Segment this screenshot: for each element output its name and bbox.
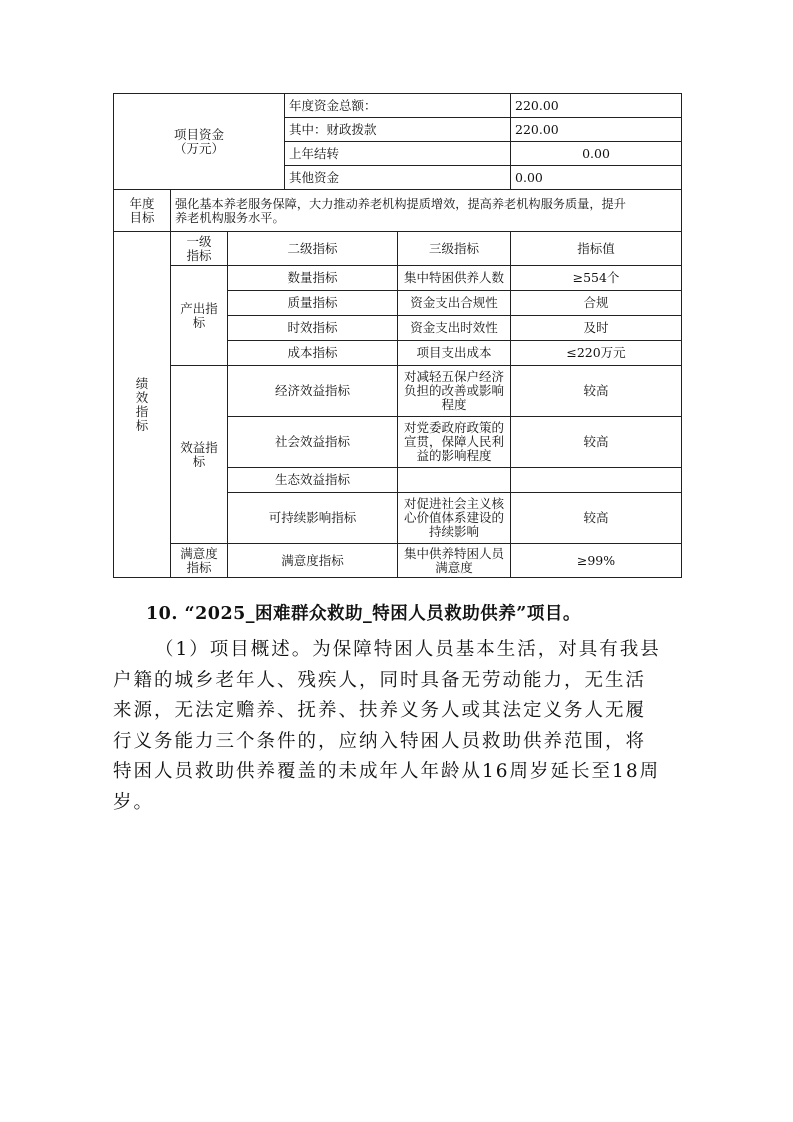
output-level2: 质量指标 — [228, 291, 398, 316]
benefit-level3: 对促进社会主义核 心价值体系建设的 持续影响 — [398, 493, 511, 544]
funds-row-name: 其中：财政拨款 — [285, 118, 511, 142]
section-heading: 10. “2025_困难群众救助_特困人员救助供养”项目。 — [146, 604, 581, 624]
output-level3: 资金支出合规性 — [398, 291, 511, 316]
output-level3: 项目支出成本 — [398, 341, 511, 366]
paragraph-line: 来源，无法定赡养、抚养、扶养义务人或其法定义务人无履 — [113, 700, 647, 721]
header-level3: 三级指标 — [398, 232, 511, 266]
header-level2: 二级指标 — [228, 232, 398, 266]
benefit-level3: 对党委政府政策的 宣贯，保障人民利 益的影响程度 — [398, 417, 511, 468]
benefit-level2: 可持续影响指标 — [228, 493, 398, 544]
paragraph-line: 户籍的城乡老年人、残疾人，同时具备无劳动能力，无生活 — [113, 669, 647, 691]
funds-row-name: 年度资金总额： — [285, 94, 511, 118]
funds-row-value: 0.00 — [511, 142, 682, 166]
paragraph-line: 行义务能力三个条件的，应纳入特困人员救助供养范围，将 — [113, 730, 647, 752]
benefit-value: 较高 — [511, 493, 682, 544]
satisfaction-label: 满意度 指标 — [171, 544, 228, 578]
output-level3: 集中特困供养人数 — [398, 266, 511, 291]
output-label: 产出指 标 — [171, 266, 228, 366]
output-level2: 时效指标 — [228, 316, 398, 341]
benefit-level3: 对减轻五保户经济 负担的改善或影响 程度 — [398, 366, 511, 417]
benefit-value: 较高 — [511, 366, 682, 417]
output-level2: 数量指标 — [228, 266, 398, 291]
benefit-level2: 生态效益指标 — [228, 468, 398, 493]
output-level3: 资金支出时效性 — [398, 316, 511, 341]
funds-row-value: 220.00 — [511, 94, 682, 118]
benefit-level2: 社会效益指标 — [228, 417, 398, 468]
header-value: 指标值 — [511, 232, 682, 266]
satisfaction-level2: 满意度指标 — [228, 544, 398, 578]
output-value: 及时 — [511, 316, 682, 341]
goal-label: 年度 目标 — [114, 190, 171, 232]
satisfaction-value: ≥99% — [511, 544, 682, 578]
output-value: 合规 — [511, 291, 682, 316]
benefit-level2: 经济效益指标 — [228, 366, 398, 417]
output-value: ≤220万元 — [511, 341, 682, 366]
header-level1: 一级 指标 — [171, 232, 228, 266]
satisfaction-level3: 集中供养特困人员 满意度 — [398, 544, 511, 578]
goal-text: 强化基本养老服务保障，大力推动养老机构提质增效，提高养老机构服务质量，提升 养老机构服务水平。 — [171, 190, 682, 232]
section-paragraph — [113, 635, 681, 818]
output-level2: 成本指标 — [228, 341, 398, 366]
benefit-label: 效益指 标 — [171, 366, 228, 544]
paragraph-line: （1）项目概述。为保障特困人员基本生活，对具有我县 — [155, 639, 661, 660]
benefit-value: 较高 — [511, 417, 682, 468]
funds-row-name: 上年结转 — [285, 142, 511, 166]
paragraph-line: 特困人员救助供养覆盖的未成年人年龄从16周岁延长至18周 — [113, 761, 661, 782]
perf-label: 绩 效 指 标 — [114, 232, 171, 578]
funds-row-value: 0.00 — [511, 166, 682, 190]
funds-row-value: 220.00 — [511, 118, 682, 142]
paragraph-line: 岁。 — [113, 791, 155, 813]
benefit-value-empty — [511, 468, 682, 493]
funds-label: 项目资金 （万元） — [114, 94, 285, 190]
funds-row-name: 其他资金 — [285, 166, 511, 190]
performance-table — [113, 93, 682, 578]
output-value: ≥554个 — [511, 266, 682, 291]
benefit-level3-empty — [398, 468, 511, 493]
